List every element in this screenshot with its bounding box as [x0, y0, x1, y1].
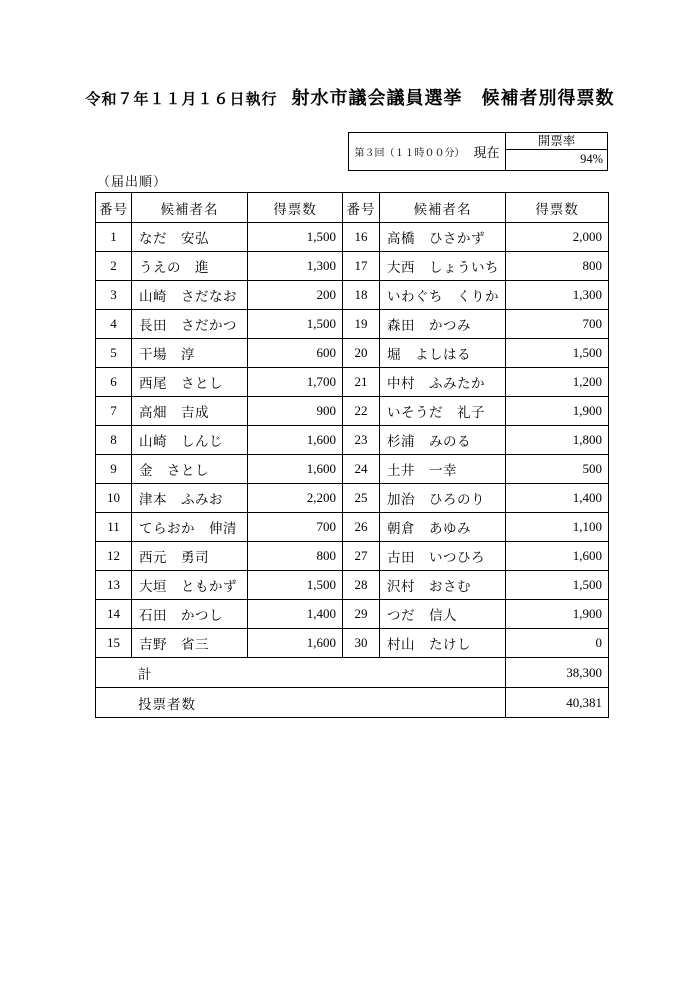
candidate-row: [96, 368, 609, 397]
candidate-name-cell: てらおか 伸清: [132, 513, 248, 542]
candidate-name-cell: 大西 しょういち: [380, 252, 506, 281]
candidate-name-cell: いそうだ 礼子: [380, 397, 506, 426]
total-value: 38,300: [506, 658, 609, 688]
candidate-votes-cell: 1,600: [248, 426, 343, 455]
candidate-name-cell: 西元 勇司: [132, 542, 248, 571]
candidate-name-cell: いわぐち くりか: [380, 281, 506, 310]
candidate-votes-cell: 1,500: [506, 339, 609, 368]
candidate-votes-cell: 2,200: [248, 484, 343, 513]
candidate-votes-cell: 1,800: [506, 426, 609, 455]
title-execution-date: 令和７年１１月１６日執行: [85, 91, 278, 108]
candidate-number-cell: 6: [96, 368, 132, 397]
candidate-name-cell: 西尾 さとし: [132, 368, 248, 397]
candidate-name-cell: 山崎 しんじ: [132, 426, 248, 455]
candidate-votes-cell: 200: [248, 281, 343, 310]
header-votes-left: 得票数: [248, 193, 343, 223]
candidate-row: [96, 629, 609, 658]
candidate-name-cell: 朝倉 あゆみ: [380, 513, 506, 542]
candidate-number-cell: 11: [96, 513, 132, 542]
candidate-rows: [96, 223, 609, 658]
candidate-name-cell: 高橋 ひさかず: [380, 223, 506, 252]
candidate-number-cell: 10: [96, 484, 132, 513]
voters-row: [96, 688, 609, 718]
candidate-row: [96, 310, 609, 339]
candidate-number-cell: 5: [96, 339, 132, 368]
candidate-votes-cell: 0: [506, 629, 609, 658]
candidate-votes-cell: 2,000: [506, 223, 609, 252]
total-label: 計: [96, 658, 506, 688]
candidate-votes-cell: 500: [506, 455, 609, 484]
tally-rate-header: 開票率: [506, 133, 607, 150]
candidate-number-cell: 24: [343, 455, 380, 484]
candidate-votes-cell: 1,400: [506, 484, 609, 513]
candidate-name-cell: 杉浦 みのる: [380, 426, 506, 455]
candidate-number-cell: 12: [96, 542, 132, 571]
filing-order-note: （届出順）: [97, 174, 168, 189]
candidate-number-cell: 4: [96, 310, 132, 339]
candidate-row: [96, 223, 609, 252]
total-row: [96, 658, 609, 688]
candidate-votes-cell: 700: [506, 310, 609, 339]
tally-current-label: 現在: [473, 145, 500, 160]
candidate-name-cell: 津本 ふみお: [132, 484, 248, 513]
candidate-name-cell: 古田 いつひろ: [380, 542, 506, 571]
candidate-name-cell: 土井 一幸: [380, 455, 506, 484]
candidate-name-cell: なだ 安弘: [132, 223, 248, 252]
candidate-votes-cell: 1,500: [506, 571, 609, 600]
candidate-name-cell: つだ 信人: [380, 600, 506, 629]
header-name-right: 候補者名: [380, 193, 506, 223]
candidate-votes-cell: 1,900: [506, 600, 609, 629]
candidate-name-cell: 加治 ひろのり: [380, 484, 506, 513]
candidate-votes-cell: 1,600: [506, 542, 609, 571]
candidate-name-cell: 堀 よしはる: [380, 339, 506, 368]
results-table: [95, 192, 609, 718]
tally-round-cell: [349, 133, 506, 170]
candidate-number-cell: 2: [96, 252, 132, 281]
header-number-right: 番号: [343, 193, 380, 223]
candidate-number-cell: 18: [343, 281, 380, 310]
candidate-number-cell: 20: [343, 339, 380, 368]
candidate-votes-cell: 1,100: [506, 513, 609, 542]
candidate-number-cell: 29: [343, 600, 380, 629]
candidate-votes-cell: 1,700: [248, 368, 343, 397]
candidate-number-cell: 21: [343, 368, 380, 397]
candidate-votes-cell: 1,500: [248, 310, 343, 339]
candidate-row: [96, 484, 609, 513]
candidate-number-cell: 19: [343, 310, 380, 339]
candidate-name-cell: 干場 淳: [132, 339, 248, 368]
candidate-votes-cell: 1,900: [506, 397, 609, 426]
candidate-votes-cell: 1,600: [248, 455, 343, 484]
candidate-number-cell: 14: [96, 600, 132, 629]
tally-round-label: 第３回（１１時００分）: [354, 148, 465, 159]
header-name-left: 候補者名: [132, 193, 248, 223]
voters-label: 投票者数: [96, 688, 506, 718]
candidate-votes-cell: 1,500: [248, 223, 343, 252]
candidate-row: [96, 252, 609, 281]
candidate-row: [96, 426, 609, 455]
candidate-row: [96, 513, 609, 542]
candidate-number-cell: 25: [343, 484, 380, 513]
tally-rate-value: 94%: [580, 152, 603, 166]
candidate-number-cell: 7: [96, 397, 132, 426]
candidate-number-cell: 16: [343, 223, 380, 252]
candidate-votes-cell: 1,200: [506, 368, 609, 397]
results-header-row: [96, 193, 609, 223]
voters-value: 40,381: [506, 688, 609, 718]
candidate-name-cell: 大垣 ともかず: [132, 571, 248, 600]
candidate-name-cell: 森田 かつみ: [380, 310, 506, 339]
candidate-votes-cell: 1,600: [248, 629, 343, 658]
candidate-number-cell: 17: [343, 252, 380, 281]
candidate-votes-cell: 1,400: [248, 600, 343, 629]
candidate-name-cell: 吉野 省三: [132, 629, 248, 658]
header-number-left: 番号: [96, 193, 132, 223]
candidate-row: [96, 397, 609, 426]
title-main-text: 射水市議会議員選挙 候補者別得票数: [291, 88, 615, 108]
candidate-number-cell: 15: [96, 629, 132, 658]
candidate-name-cell: 石田 かつし: [132, 600, 248, 629]
candidate-number-cell: 3: [96, 281, 132, 310]
candidate-name-cell: 村山 たけし: [380, 629, 506, 658]
candidate-row: [96, 281, 609, 310]
candidate-number-cell: 26: [343, 513, 380, 542]
candidate-row: [96, 339, 609, 368]
candidate-number-cell: 22: [343, 397, 380, 426]
candidate-number-cell: 30: [343, 629, 380, 658]
header-votes-right: 得票数: [506, 193, 609, 223]
candidate-votes-cell: 600: [248, 339, 343, 368]
candidate-name-cell: 山崎 さだなお: [132, 281, 248, 310]
candidate-row: [96, 542, 609, 571]
candidate-number-cell: 27: [343, 542, 380, 571]
candidate-votes-cell: 800: [506, 252, 609, 281]
candidate-row: [96, 571, 609, 600]
candidate-name-cell: 長田 さだかつ: [132, 310, 248, 339]
candidate-name-cell: 金 さとし: [132, 455, 248, 484]
candidate-row: [96, 455, 609, 484]
candidate-votes-cell: 800: [248, 542, 343, 571]
candidate-votes-cell: 1,300: [248, 252, 343, 281]
candidate-number-cell: 1: [96, 223, 132, 252]
tally-status-box: [348, 132, 608, 171]
candidate-name-cell: 中村 ふみたか: [380, 368, 506, 397]
candidate-number-cell: 13: [96, 571, 132, 600]
candidate-name-cell: 高畑 吉成: [132, 397, 248, 426]
candidate-number-cell: 8: [96, 426, 132, 455]
candidate-number-cell: 9: [96, 455, 132, 484]
candidate-votes-cell: 900: [248, 397, 343, 426]
candidate-votes-cell: 700: [248, 513, 343, 542]
candidate-number-cell: 23: [343, 426, 380, 455]
candidate-name-cell: 沢村 おさむ: [380, 571, 506, 600]
candidate-row: [96, 600, 609, 629]
candidate-number-cell: 28: [343, 571, 380, 600]
tally-rate-cell: [506, 133, 607, 170]
candidate-name-cell: うえの 進: [132, 252, 248, 281]
page-title: [47, 84, 653, 110]
candidate-votes-cell: 1,300: [506, 281, 609, 310]
candidate-votes-cell: 1,500: [248, 571, 343, 600]
